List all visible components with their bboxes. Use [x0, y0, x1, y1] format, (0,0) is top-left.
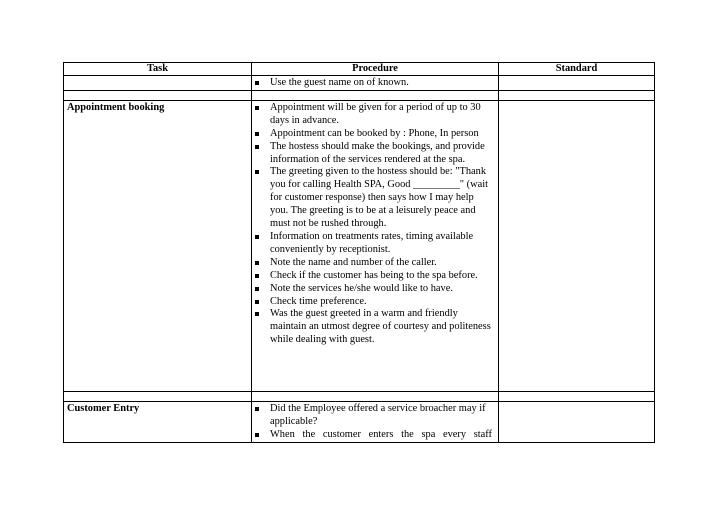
- bullet-icon: [255, 145, 259, 149]
- list-item: Check if the customer has being to the spa before.: [255, 270, 492, 283]
- header-procedure: Procedure: [252, 63, 499, 76]
- list-item: Appointment can be booked by : Phone, In person: [255, 128, 492, 141]
- bullet-icon: [255, 235, 259, 239]
- standard-cell: [499, 76, 655, 91]
- procedure-cell: [252, 100, 499, 391]
- table-row: [64, 401, 655, 442]
- procedure-list: [252, 76, 498, 90]
- procedure-cell: [252, 401, 499, 442]
- list-item: Note the name and number of the caller.: [255, 257, 492, 270]
- bullet-icon: [255, 287, 259, 291]
- spacer-row: [64, 90, 655, 100]
- table-row: [64, 76, 655, 91]
- list-item: Did the Employee offered a service broacher may if applicable?: [255, 403, 492, 429]
- spacer-row: [64, 391, 655, 401]
- header-standard: Standard: [499, 63, 655, 76]
- task-cell: [64, 76, 252, 91]
- list-item: When the customer enters the spa every staff: [255, 429, 492, 442]
- task-cell: Appointment booking: [64, 100, 252, 391]
- bullet-icon: [255, 312, 259, 316]
- list-item: Note the services he/she would like to have.: [255, 283, 492, 296]
- bullet-icon: [255, 170, 259, 174]
- bullet-icon: [255, 81, 259, 85]
- table-row: [64, 100, 655, 391]
- procedure-list: [252, 402, 498, 442]
- list-item: Check time preference.: [255, 296, 492, 309]
- bullet-icon: [255, 132, 259, 136]
- standard-cell: [499, 100, 655, 391]
- list-item: Use the guest name on of known.: [255, 77, 492, 90]
- standard-cell: [499, 401, 655, 442]
- task-cell: Customer Entry: [64, 401, 252, 442]
- list-item: Appointment will be given for a period of up to 30 days in advance.: [255, 102, 492, 128]
- procedure-cell: [252, 76, 499, 91]
- list-item: The greeting given to the hostess should be: "Thank you for calling Health SPA, Good _________" (wait for customer response) then says how I may help you. The greeting is to be at a leisurely peace and must not be rushed through.: [255, 166, 492, 231]
- header-row: [64, 63, 655, 76]
- bullet-icon: [255, 261, 259, 265]
- bullet-icon: [255, 407, 259, 411]
- list-item: The hostess should make the bookings, and provide information of the services rendered at the spa.: [255, 141, 492, 167]
- bullet-icon: [255, 106, 259, 110]
- procedure-list: [252, 101, 498, 347]
- bullet-icon: [255, 433, 259, 437]
- header-task: Task: [64, 63, 252, 76]
- list-item: Was the guest greeted in a warm and friendly maintain an utmost degree of courtesy and politeness while dealing with guest.: [255, 308, 492, 347]
- list-item: Information on treatments rates, timing available conveniently by receptionist.: [255, 231, 492, 257]
- bullet-icon: [255, 300, 259, 304]
- procedure-table: [63, 62, 655, 443]
- bullet-icon: [255, 274, 259, 278]
